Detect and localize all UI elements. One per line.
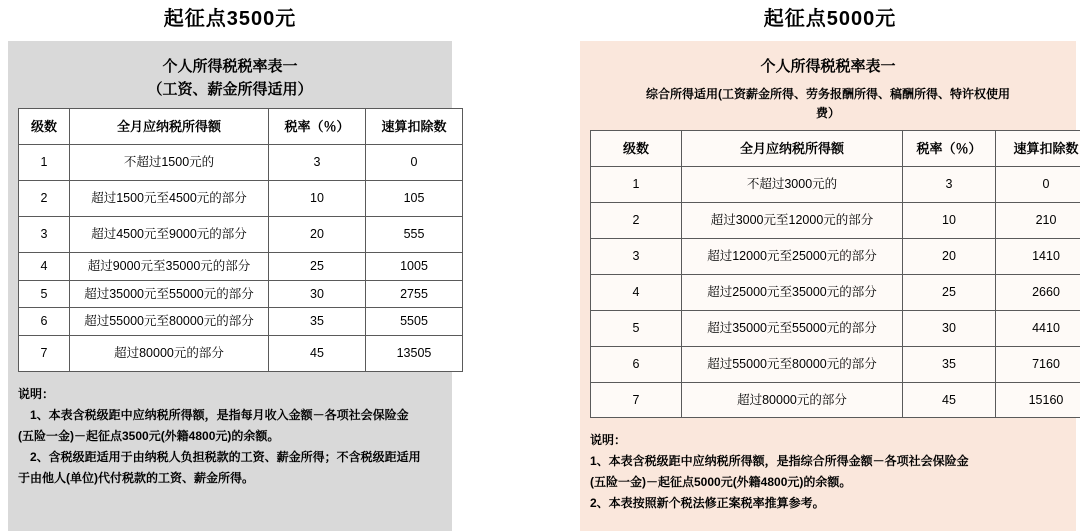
cell-deduction: 105 — [366, 180, 463, 216]
cell-amount: 超过55000元至80000元的部分 — [682, 346, 903, 382]
cell-deduction: 4410 — [996, 310, 1080, 346]
table-row — [19, 308, 463, 336]
cell-rate: 45 — [269, 336, 366, 372]
left-tax-table — [18, 108, 463, 373]
cell-deduction: 210 — [996, 203, 1080, 239]
left-card-heading-line1: 个人所得税税率表一 — [162, 58, 298, 75]
left-table-body — [19, 145, 463, 372]
right-card-subheading-line1: 综合所得适用(工资薪金所得、劳务报酬所得、稿酬所得、特许权使用 — [646, 87, 1010, 102]
right-card — [580, 41, 1079, 531]
right-panel — [580, 0, 1080, 532]
cell-deduction: 13505 — [366, 336, 463, 372]
right-col-deduction: 速算扣除数 — [996, 130, 1080, 167]
cell-amount: 超过55000元至80000元的部分 — [70, 308, 269, 336]
right-table-head — [591, 130, 1080, 167]
cell-deduction: 555 — [366, 216, 463, 252]
right-note-line: (五险一金)－起征点5000元(外籍4800元)的余额。 — [590, 475, 852, 490]
left-table-head — [19, 108, 463, 145]
cell-rate: 25 — [903, 274, 996, 310]
table-row — [591, 382, 1080, 418]
cell-rate: 3 — [903, 167, 996, 203]
cell-deduction: 2660 — [996, 274, 1080, 310]
cell-rate: 30 — [903, 310, 996, 346]
cell-amount: 超过80000元的部分 — [70, 336, 269, 372]
cell-deduction: 1410 — [996, 239, 1080, 275]
cell-rate: 25 — [269, 252, 366, 280]
left-note-line: 1、本表含税级距中应纳税所得额，是指每月收入金额－各项社会保险金 — [18, 408, 409, 423]
left-col-amount: 全月应纳税所得额 — [70, 108, 269, 145]
right-col-amount: 全月应纳税所得额 — [682, 130, 903, 167]
left-col-rate: 税率（％） — [269, 108, 366, 145]
table-row — [19, 145, 463, 181]
cell-amount: 超过80000元的部分 — [682, 382, 903, 418]
cell-amount: 超过35000元至55000元的部分 — [70, 280, 269, 308]
cell-level: 1 — [19, 145, 70, 181]
cell-deduction: 7160 — [996, 346, 1080, 382]
cell-amount: 不超过3000元的 — [682, 167, 903, 203]
cell-level: 4 — [591, 274, 682, 310]
cell-rate: 35 — [903, 346, 996, 382]
right-note-line: 2、本表按照新个税法修正案税率推算参考。 — [590, 496, 825, 511]
cell-level: 4 — [19, 252, 70, 280]
cell-level: 6 — [591, 346, 682, 382]
cell-level: 1 — [591, 167, 682, 203]
cell-amount: 超过12000元至25000元的部分 — [682, 239, 903, 275]
cell-level: 3 — [591, 239, 682, 275]
right-note-line: 说明： — [590, 433, 627, 448]
cell-level: 5 — [591, 310, 682, 346]
right-panel-title: 起征点5000元 — [763, 8, 897, 30]
cell-level: 5 — [19, 280, 70, 308]
table-row — [19, 336, 463, 372]
left-panel-title: 起征点3500元 — [163, 8, 297, 30]
right-card-heading: 个人所得税税率表一 — [760, 58, 896, 75]
right-table-header-row — [591, 130, 1080, 167]
cell-rate: 3 — [269, 145, 366, 181]
cell-deduction: 0 — [996, 167, 1080, 203]
left-col-deduction: 速算扣除数 — [366, 108, 463, 145]
table-row — [591, 167, 1080, 203]
left-table-header-row — [19, 108, 463, 145]
table-row — [19, 180, 463, 216]
cell-rate: 45 — [903, 382, 996, 418]
cell-amount: 超过35000元至55000元的部分 — [682, 310, 903, 346]
right-notes — [590, 430, 1066, 514]
table-row — [591, 239, 1080, 275]
table-row — [19, 280, 463, 308]
cell-rate: 30 — [269, 280, 366, 308]
cell-rate: 35 — [269, 308, 366, 336]
right-table-body — [591, 167, 1080, 418]
cell-level: 7 — [591, 382, 682, 418]
table-row — [591, 274, 1080, 310]
cell-level: 3 — [19, 216, 70, 252]
right-card-subheading — [590, 84, 1066, 122]
cell-deduction: 5505 — [366, 308, 463, 336]
left-card-heading-line2: （工资、薪金所得适用） — [147, 81, 313, 99]
cell-amount: 超过9000元至35000元的部分 — [70, 252, 269, 280]
right-note-line: 1、本表含税级距中应纳税所得额，是指综合所得金额－各项社会保险金 — [590, 454, 969, 469]
cell-deduction: 15160 — [996, 382, 1080, 418]
left-notes — [18, 384, 442, 489]
cell-deduction: 1005 — [366, 252, 463, 280]
cell-level: 7 — [19, 336, 70, 372]
table-row — [19, 252, 463, 280]
cell-deduction: 0 — [366, 145, 463, 181]
cell-rate: 10 — [269, 180, 366, 216]
table-row — [591, 346, 1080, 382]
cell-amount: 超过1500元至4500元的部分 — [70, 180, 269, 216]
cell-level: 2 — [19, 180, 70, 216]
cell-rate: 10 — [903, 203, 996, 239]
cell-level: 6 — [19, 308, 70, 336]
cell-amount: 超过4500元至9000元的部分 — [70, 216, 269, 252]
left-card-heading — [18, 55, 442, 102]
left-note-line: (五险一金)－起征点3500元(外籍4800元)的余额。 — [18, 429, 280, 444]
cell-amount: 超过25000元至35000元的部分 — [682, 274, 903, 310]
cell-amount: 不超过1500元的 — [70, 145, 269, 181]
cell-rate: 20 — [903, 239, 996, 275]
cell-level: 2 — [591, 203, 682, 239]
table-row — [591, 203, 1080, 239]
right-col-level: 级数 — [591, 130, 682, 167]
panel-gap — [460, 0, 580, 532]
right-card-subheading-line2: 费） — [815, 105, 840, 120]
table-row — [591, 310, 1080, 346]
left-panel — [0, 0, 460, 532]
left-note-line: 于由他人(单位)代付税款的工资、薪金所得。 — [18, 471, 254, 486]
right-col-rate: 税率（％） — [903, 130, 996, 167]
cell-amount: 超过3000元至12000元的部分 — [682, 203, 903, 239]
cell-deduction: 2755 — [366, 280, 463, 308]
cell-rate: 20 — [269, 216, 366, 252]
table-row — [19, 216, 463, 252]
left-note-line: 2、含税级距适用于由纳税人负担税款的工资、薪金所得；不含税级距适用 — [18, 450, 421, 465]
left-note-line: 说明： — [18, 387, 55, 402]
right-tax-table — [590, 130, 1080, 419]
left-col-level: 级数 — [19, 108, 70, 145]
left-card — [8, 41, 452, 531]
